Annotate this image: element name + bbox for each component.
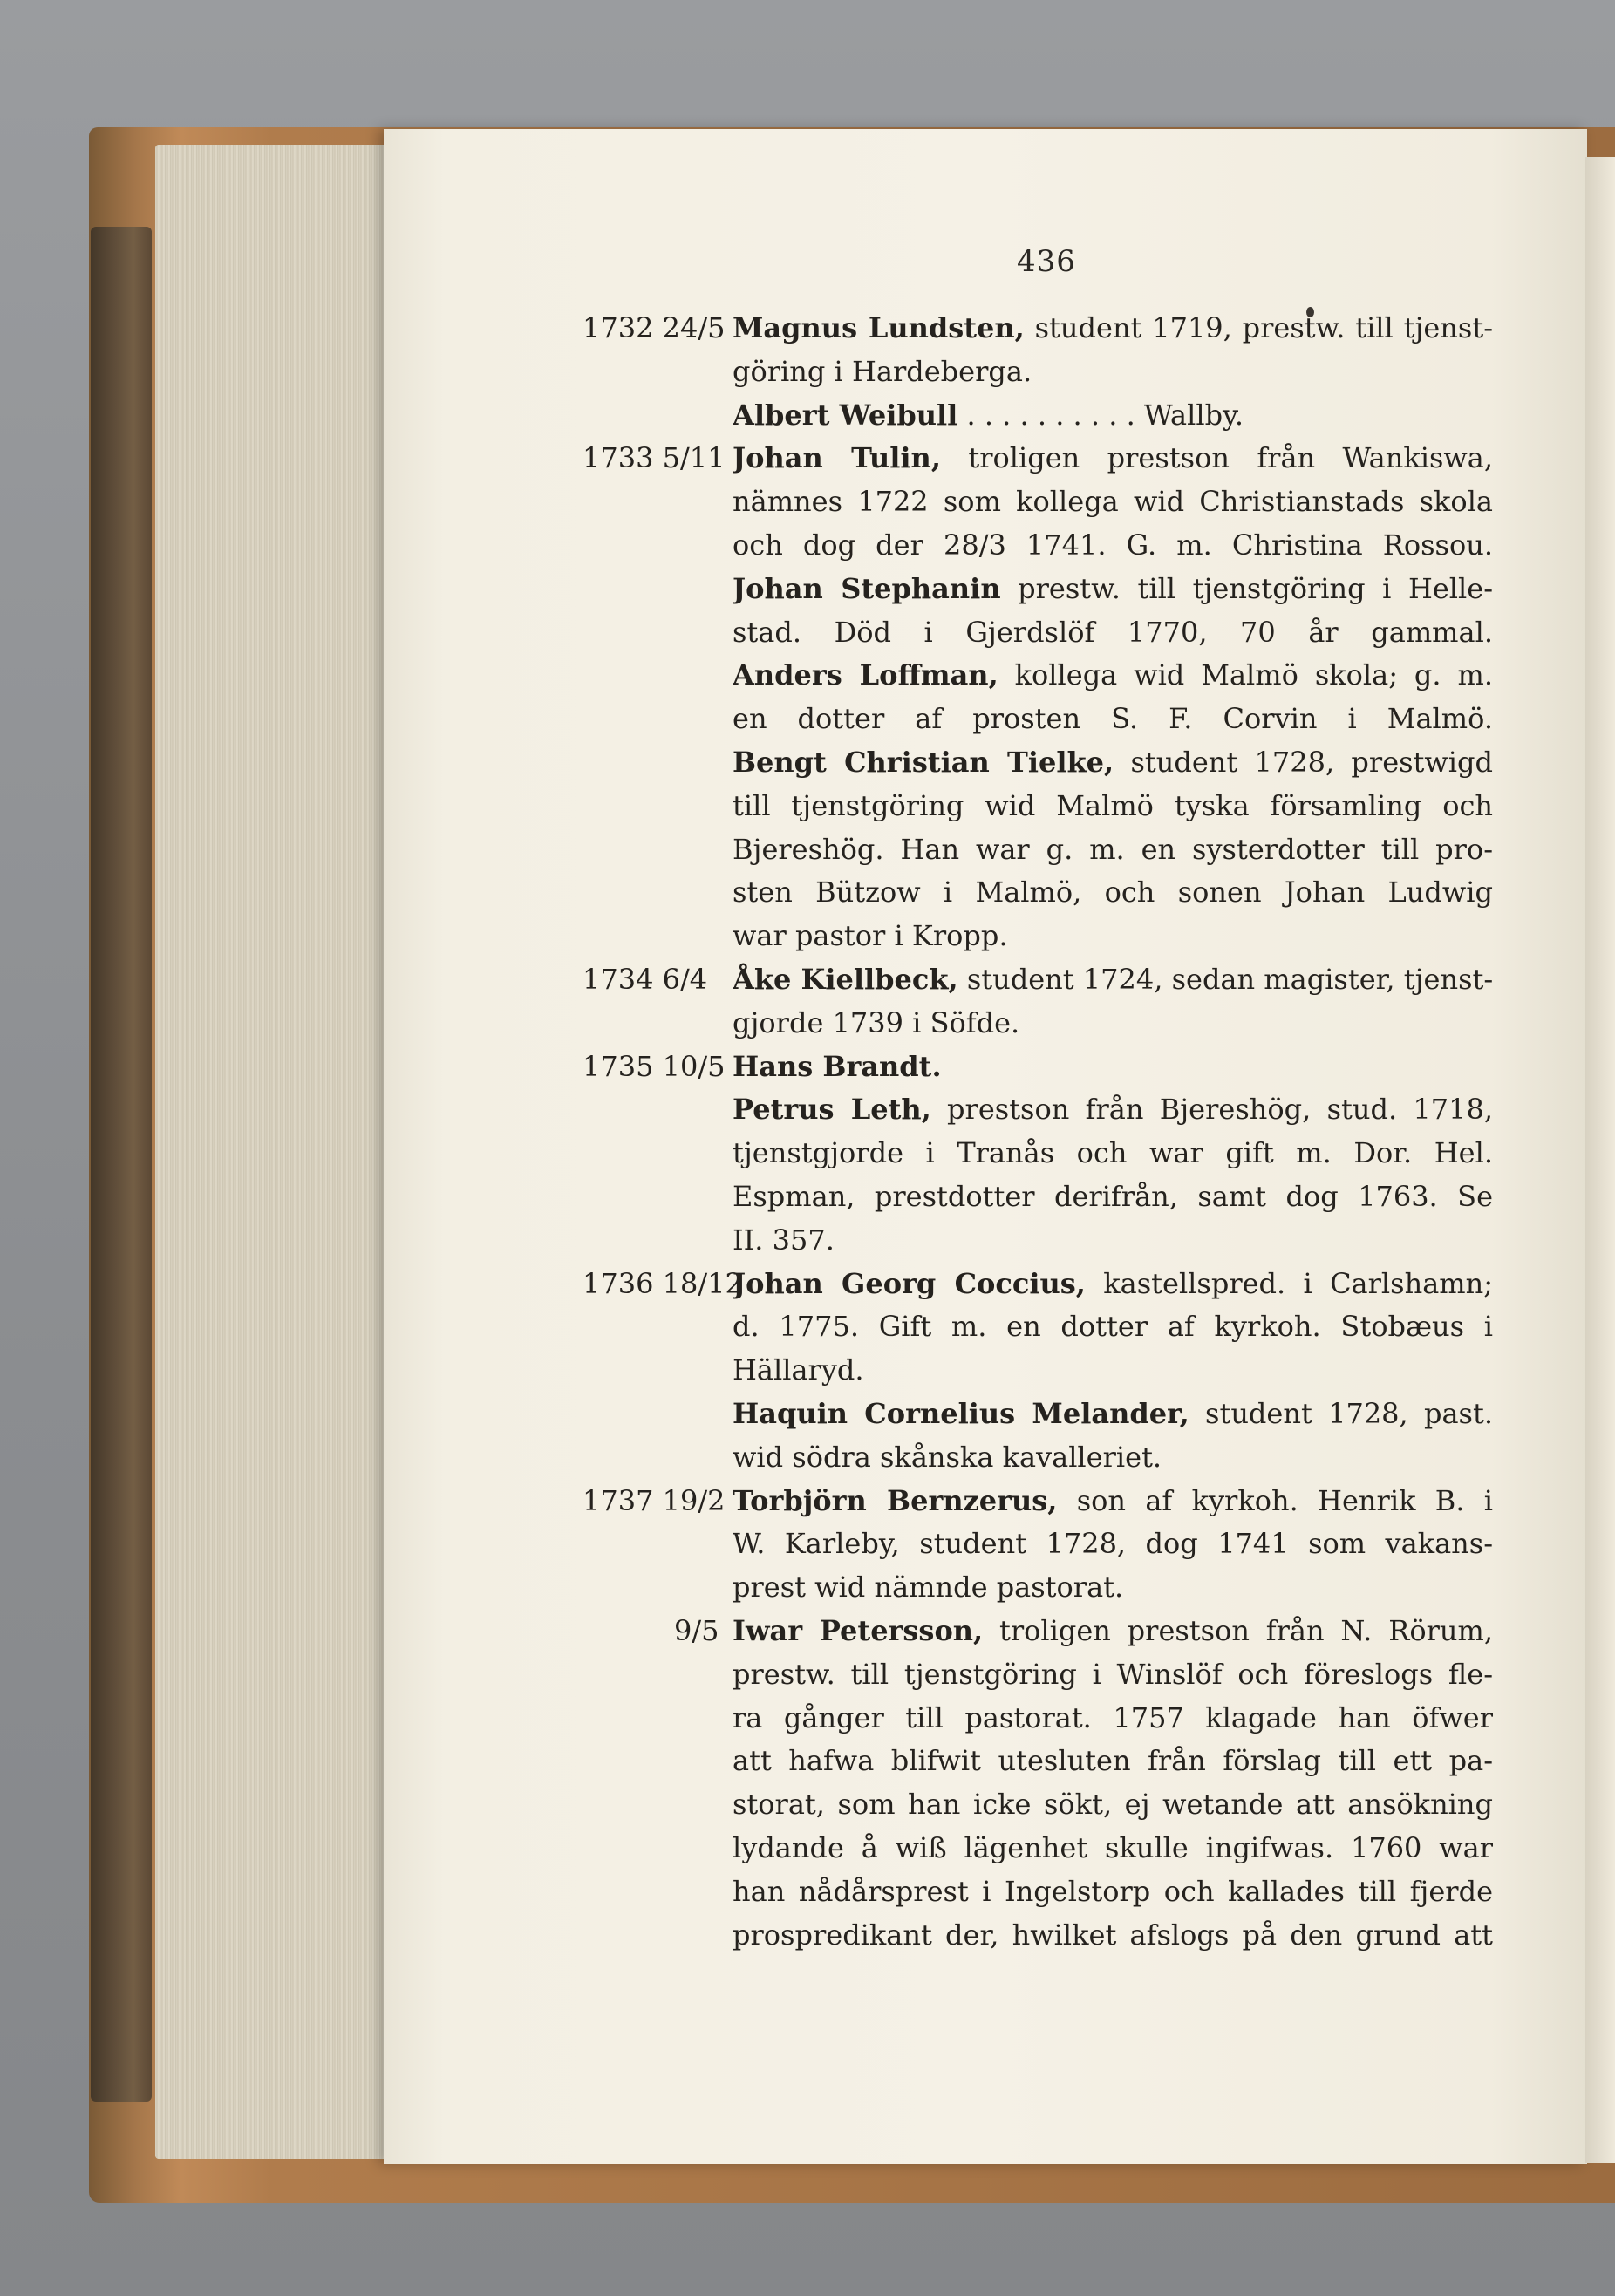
text-line [733, 875, 1493, 910]
person-name: Magnus Lundsten, [733, 311, 1025, 344]
person-name: Anders Loffman, [733, 658, 998, 692]
line-text: . . . . . . . . . . Wallby. [957, 399, 1244, 432]
line-text: lydande å wiß lägenhet skulle ingifwas. 1760 war [733, 1831, 1493, 1864]
line-text: gjorde 1739 i Söfde. [733, 1006, 1020, 1039]
line-text: prospredikant der, hwilket afslogs på den grund att [733, 1918, 1493, 1952]
line-text: wid södra skånska kavalleriet. [733, 1441, 1162, 1474]
person-name: Johan Georg Coccius, [733, 1267, 1086, 1300]
text-line [733, 918, 1493, 953]
text-line [733, 1570, 1493, 1604]
text-line [733, 1483, 1493, 1518]
text-line [733, 1396, 1493, 1431]
text-line [733, 1700, 1493, 1735]
text-line [733, 1005, 1493, 1040]
line-text: sten Bützow i Malmö, och sonen Johan Ludwig [733, 875, 1493, 909]
entry-date: 1737 19/2 [583, 1484, 726, 1517]
text-line [733, 1830, 1493, 1865]
person-name: Albert Weibull [733, 399, 958, 432]
line-text: W. Karleby, student 1728, dog 1741 som vakans- [733, 1527, 1493, 1560]
line-text: student 1728, prestwigd [1114, 746, 1493, 779]
text-line [733, 1266, 1493, 1301]
person-name: Iwar Petersson, [733, 1614, 984, 1647]
text-line [733, 615, 1493, 650]
line-text: ra gånger till pastorat. 1757 klagade han öfwer [733, 1701, 1493, 1734]
line-text: prest wid nämnde pastorat. [733, 1570, 1124, 1604]
text-line [733, 1874, 1493, 1909]
line-text: prestson från Bjereshög, stud. 1718, [930, 1093, 1493, 1126]
person-name: Johan Stephanin [733, 572, 1001, 605]
person-name: Hans Brandt. [733, 1050, 942, 1083]
line-text: en dotter af prosten S. F. Corvin i Malmö. [733, 702, 1493, 735]
person-name: Åke Kiellbeck, [733, 963, 958, 996]
text-line [733, 484, 1493, 519]
facing-page-edge [1585, 157, 1615, 2163]
entry-date: 1732 24/5 [583, 311, 726, 344]
line-text: göring i Hardeberga. [733, 355, 1032, 388]
line-text: han nådårsprest i Ingelstorp och kallades till fjerde [733, 1875, 1493, 1908]
page-number: 436 [1017, 244, 1076, 279]
entry-date: 1733 5/11 [583, 441, 726, 474]
entry-date: 1735 10/5 [583, 1050, 726, 1083]
line-text: stad. Död i Gjerdslöf 1770, 70 år gammal. [733, 616, 1493, 649]
line-text: kastellspred. i Carlshamn; [1085, 1267, 1493, 1300]
line-text: d. 1775. Gift m. en dotter af kyrkoh. Stobæus i [733, 1310, 1493, 1343]
page-edges [155, 145, 391, 2159]
line-text: student 1728, past. [1189, 1397, 1493, 1430]
text-line [733, 1179, 1493, 1214]
text-line [733, 832, 1493, 867]
person-name: Haquin Cornelius Melander, [733, 1397, 1189, 1430]
text-line [733, 1049, 1493, 1084]
line-text: troligen prestson från Wankiswa, [940, 441, 1493, 474]
text-line [733, 1352, 1493, 1387]
text-line [733, 1787, 1493, 1822]
line-text: war pastor i Kropp. [733, 919, 1008, 952]
line-text: tjenstgjorde i Tranås och war gift m. Dor. Hel. [733, 1136, 1493, 1169]
person-name: Bengt Christian Tielke, [733, 746, 1114, 779]
line-text: student 1719, prestw. till tjenst- [1024, 311, 1493, 344]
entry-date: 9/5 [674, 1614, 719, 1647]
text-line [733, 354, 1493, 389]
text-line [733, 745, 1493, 780]
line-text: prestw. till tjenstgöring i Winslöf och föreslogs fle- [733, 1658, 1493, 1691]
text-line [733, 398, 1493, 433]
line-text: troligen prestson från N. Rörum, [983, 1614, 1493, 1647]
person-name: Torbjörn Bernzerus, [733, 1484, 1058, 1517]
line-text: Bjereshög. Han war g. m. en systerdotter till pro- [733, 833, 1493, 866]
text-line [733, 1526, 1493, 1561]
text-line [733, 1440, 1493, 1475]
text-line [733, 310, 1493, 345]
text-line [733, 1657, 1493, 1692]
line-text: att hafwa blifwit utesluten från förslag till ett pa- [733, 1744, 1493, 1777]
line-text: II. 357. [733, 1223, 835, 1257]
line-text: son af kyrkoh. Henrik B. i [1057, 1484, 1493, 1517]
text-line [733, 1092, 1493, 1127]
entry-date: 1734 6/4 [583, 963, 708, 996]
line-text: nämnes 1722 som kollega wid Christianstads skola [733, 485, 1493, 518]
entry-date: 1736 18/12 [583, 1267, 743, 1300]
line-text: kollega wid Malmö skola; g. m. [998, 658, 1493, 692]
text-line [733, 1309, 1493, 1344]
text-line [733, 701, 1493, 736]
text-line [733, 962, 1493, 997]
text-line [733, 1135, 1493, 1170]
line-text: student 1724, sedan magister, tjenst- [957, 963, 1493, 996]
book-spine [91, 227, 152, 2102]
line-text: Espman, prestdotter derifrån, samt dog 1763. Se [733, 1180, 1493, 1213]
line-text: Hällaryd. [733, 1353, 864, 1386]
person-name: Johan Tulin, [733, 441, 941, 474]
text-line [733, 571, 1493, 606]
text-line [733, 1223, 1493, 1257]
text-line [733, 440, 1493, 475]
text-line [733, 528, 1493, 562]
text-line [733, 1918, 1493, 1952]
line-text: och dog der 28/3 1741. G. m. Christina Rossou. [733, 528, 1493, 562]
line-text: till tjenstgöring wid Malmö tyska församling och [733, 789, 1493, 822]
person-name: Petrus Leth, [733, 1093, 931, 1126]
line-text: storat, som han icke sökt, ej wetande att ansökning [733, 1788, 1493, 1821]
text-line [733, 1613, 1493, 1648]
text-line [733, 657, 1493, 692]
text-line [733, 1743, 1493, 1778]
line-text: prestw. till tjenstgöring i Helle- [1000, 572, 1493, 605]
text-line [733, 788, 1493, 823]
